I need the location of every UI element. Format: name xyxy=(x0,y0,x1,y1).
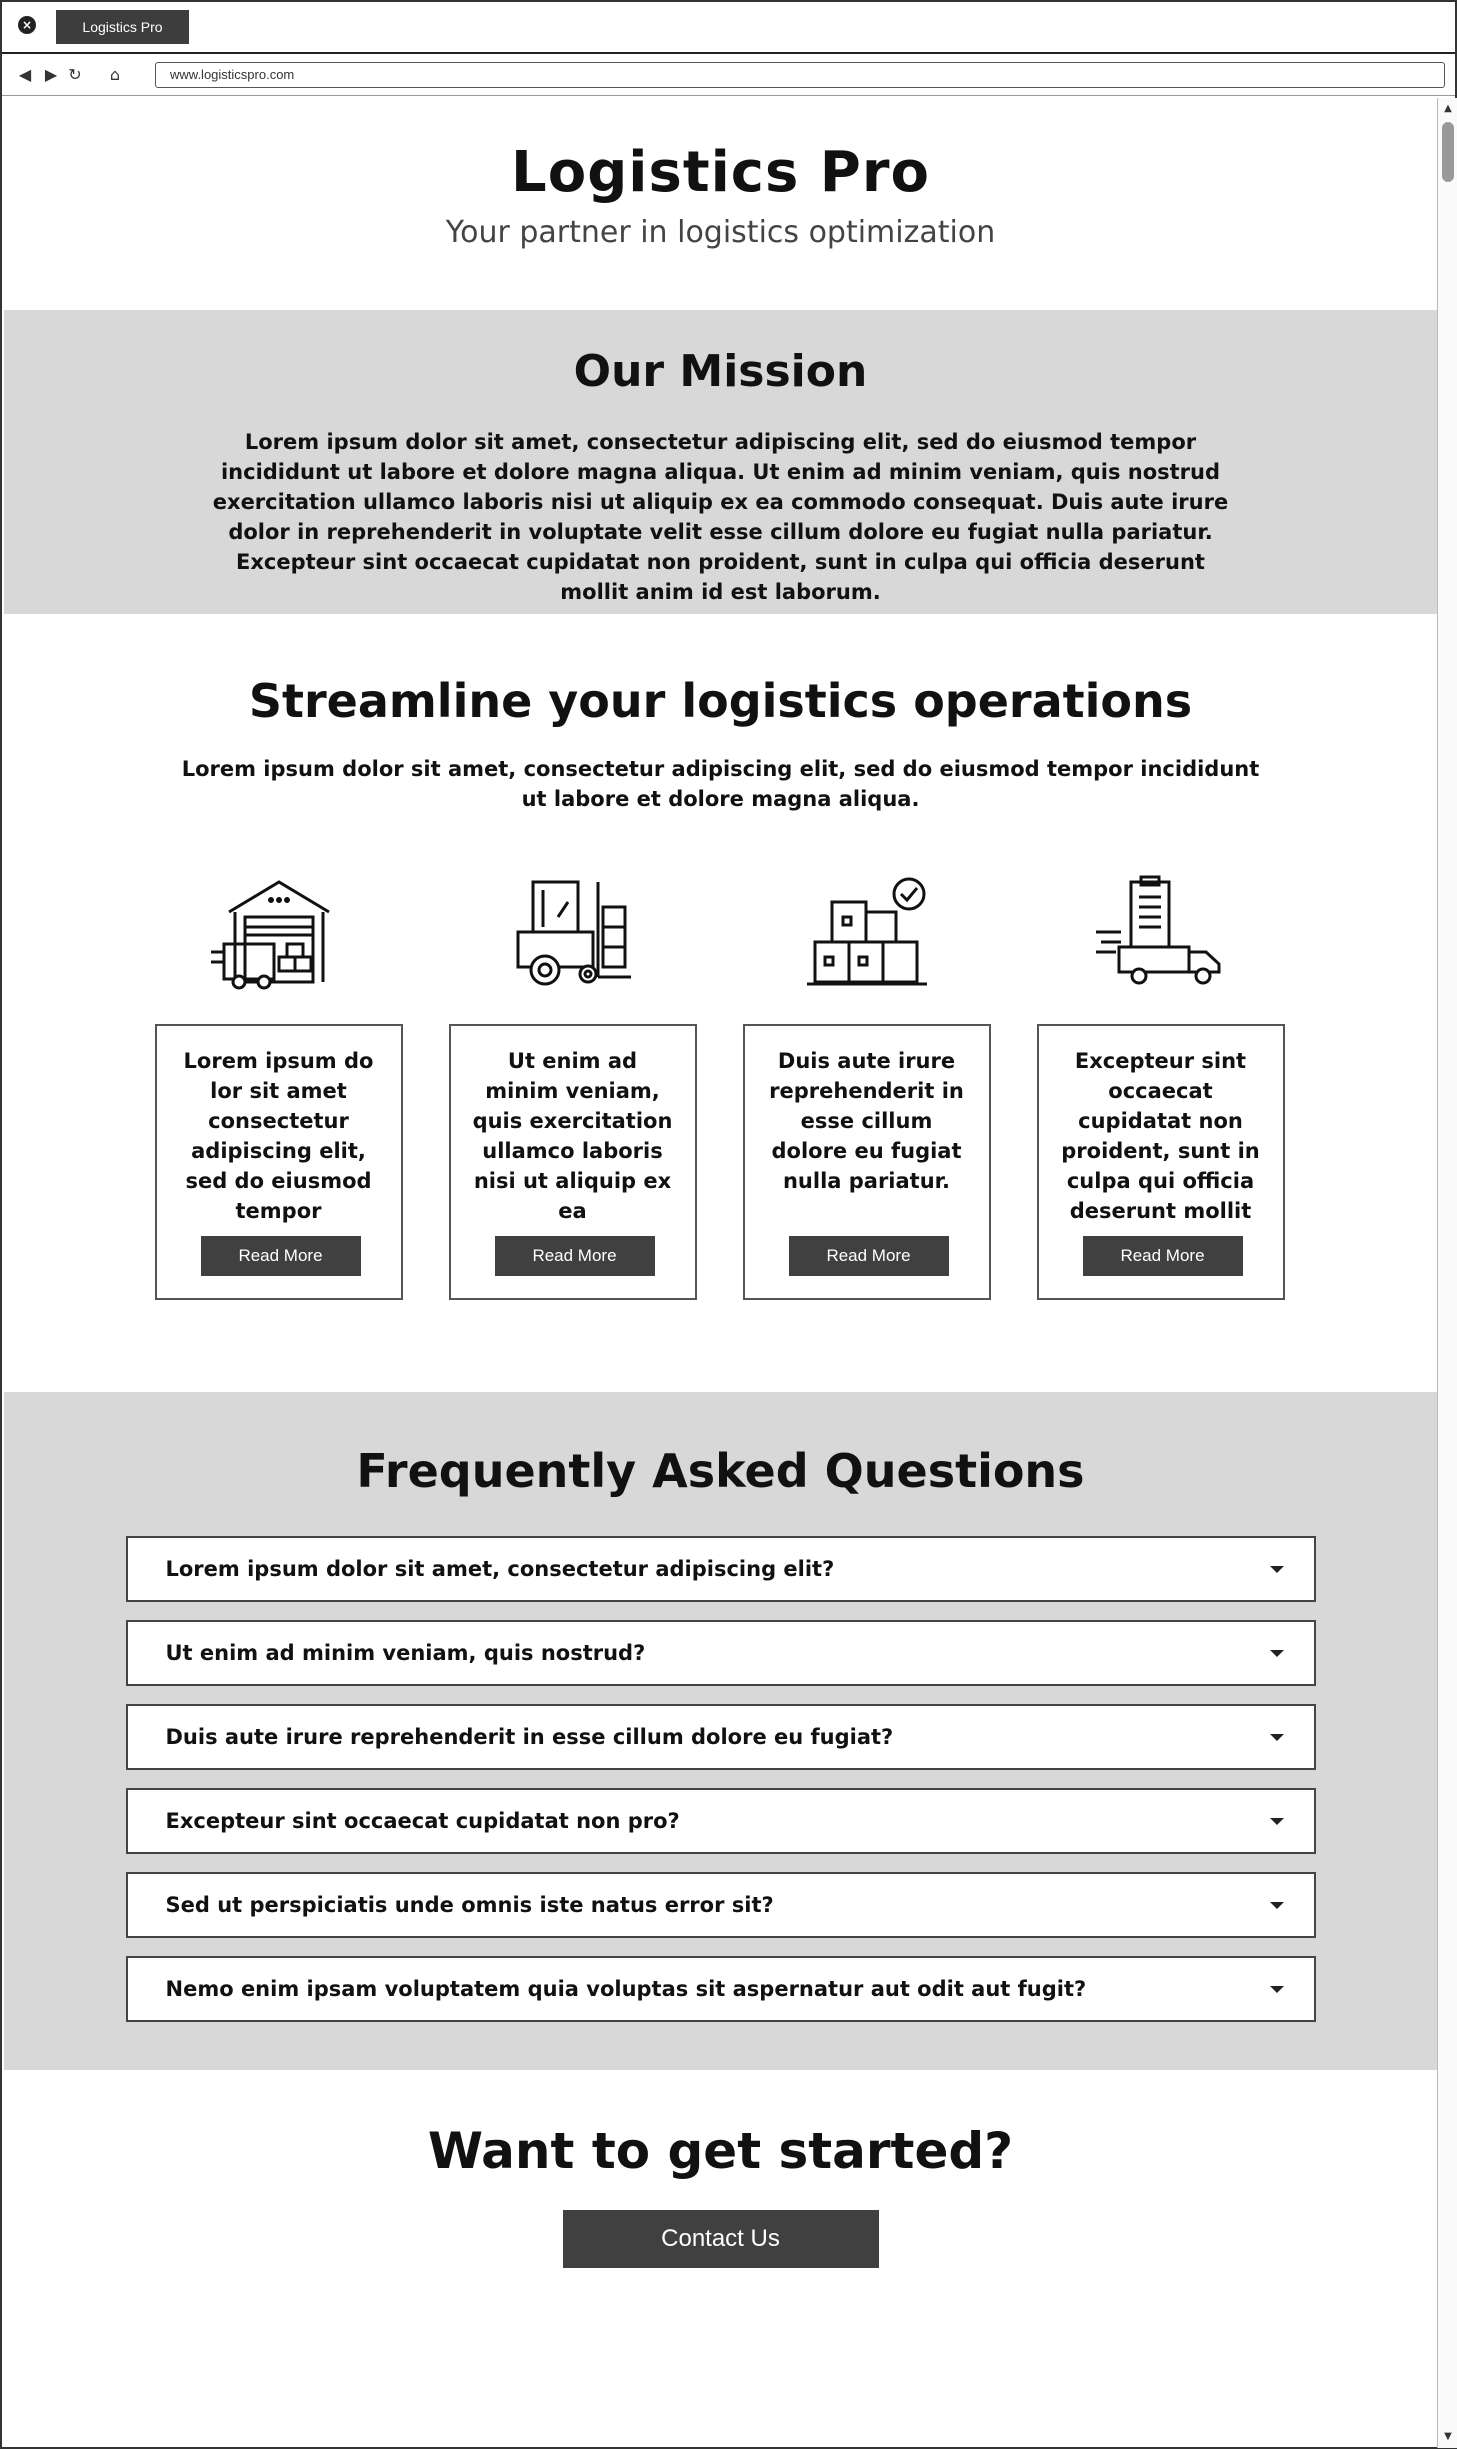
scroll-down-icon[interactable]: ▼ xyxy=(1444,2431,1452,2442)
feature-card xyxy=(155,1024,403,1300)
chevron-down-icon[interactable] xyxy=(1270,1650,1284,1657)
close-icon[interactable]: × xyxy=(18,16,36,34)
chevron-down-icon[interactable] xyxy=(1270,1734,1284,1741)
faq-section xyxy=(4,1392,1437,2070)
browser-toolbar xyxy=(2,56,1455,96)
contact-us-button[interactable]: Contact Us xyxy=(563,2210,879,2268)
faq-item[interactable] xyxy=(126,1536,1316,1602)
feature-item xyxy=(449,872,697,1312)
feature-item xyxy=(155,872,403,1312)
feature-card xyxy=(1037,1024,1285,1300)
faq-question: Excepteur sint occaecat cupidatat non pro? xyxy=(165,1809,680,1833)
browser-tab[interactable]: Logistics Pro xyxy=(56,10,189,44)
cta-section xyxy=(4,2070,1437,2448)
forklift-icon xyxy=(503,872,643,992)
back-arrow-icon[interactable]: ◀ xyxy=(18,65,32,84)
read-more-button[interactable]: Read More xyxy=(495,1236,655,1276)
feature-card xyxy=(743,1024,991,1300)
feature-grid xyxy=(155,872,1287,1312)
mission-section xyxy=(4,310,1437,614)
faq-question: Sed ut perspiciatis unde omnis iste natus error sit? xyxy=(165,1893,774,1917)
home-icon[interactable]: ⌂ xyxy=(109,65,121,84)
mission-title: Our Mission xyxy=(573,346,868,397)
faq-item[interactable] xyxy=(126,1872,1316,1938)
read-more-button[interactable]: Read More xyxy=(1083,1236,1243,1276)
page-subtitle: Your partner in logistics optimization xyxy=(445,215,996,250)
tab-bar xyxy=(2,2,1455,54)
url-bar[interactable]: www.logisticspro.com xyxy=(155,62,1445,88)
mission-text: Lorem ipsum dolor sit amet, consectetur adipiscing elit, sed do eiusmod tempor incididunt ut labore et dolore magna aliqua. Ut enim ad minim veniam, quis nostrud exercitation ullamco laboris nisi ut aliquip ex ea commodo consequat. Duis aute irure dolor in reprehenderit in voluptate velit esse cillum dolore eu fugiat nulla pariatur. Excepteur sint occaecat cupidatat non proident, sunt in culpa qui officia deserunt mollit anim id est laborum. xyxy=(212,430,1229,604)
scroll-up-icon[interactable]: ▲ xyxy=(1444,103,1452,114)
features-title: Streamline your logistics operations xyxy=(248,674,1193,728)
chevron-down-icon[interactable] xyxy=(1270,1902,1284,1909)
reload-icon[interactable]: ↻ xyxy=(68,65,82,84)
features-section xyxy=(4,614,1437,1392)
faq-item[interactable] xyxy=(126,1620,1316,1686)
forward-arrow-icon[interactable]: ▶ xyxy=(44,65,58,84)
faq-question: Lorem ipsum dolor sit amet, consectetur adipiscing elit? xyxy=(165,1557,835,1581)
faq-question: Ut enim ad minim veniam, quis nostrud? xyxy=(165,1641,646,1665)
faq-question: Duis aute irure reprehenderit in esse cillum dolore eu fugiat? xyxy=(165,1725,894,1749)
feature-card xyxy=(449,1024,697,1300)
chevron-down-icon[interactable] xyxy=(1270,1566,1284,1573)
delivery-truck-icon xyxy=(1091,872,1231,992)
read-more-button[interactable]: Read More xyxy=(789,1236,949,1276)
read-more-button[interactable]: Read More xyxy=(201,1236,361,1276)
hero-section xyxy=(4,98,1437,310)
faq-item[interactable] xyxy=(126,1704,1316,1770)
feature-item xyxy=(743,872,991,1312)
page-content xyxy=(4,98,1437,2448)
feature-text: Ut enim ad minim veniam, quis exercitation ullamco laboris nisi ut aliquip ex ea xyxy=(472,1049,673,1223)
feature-text: Lorem ipsum do lor sit amet consectetur adipiscing elit, sed do eiusmod tempor xyxy=(183,1049,374,1223)
faq-title: Frequently Asked Questions xyxy=(356,1444,1085,1498)
feature-item xyxy=(1037,872,1285,1312)
faq-item[interactable] xyxy=(126,1788,1316,1854)
boxes-check-icon xyxy=(797,872,937,992)
faq-item[interactable] xyxy=(126,1956,1316,2022)
cta-title: Want to get started? xyxy=(427,2122,1014,2180)
feature-text: Duis aute irure reprehenderit in esse cillum dolore eu fugiat nulla pariatur. xyxy=(769,1049,964,1193)
faq-list xyxy=(126,1536,1316,2022)
chevron-down-icon[interactable] xyxy=(1270,1986,1284,1993)
chevron-down-icon[interactable] xyxy=(1270,1818,1284,1825)
faq-question: Nemo enim ipsam voluptatem quia voluptas sit aspernatur aut odit aut fugit? xyxy=(165,1977,1087,2001)
feature-text: Excepteur sint occaecat cupidatat non proident, sunt in culpa qui officia deserunt mollit xyxy=(1061,1049,1260,1223)
page-title: Logistics Pro xyxy=(511,140,930,205)
scroll-thumb[interactable] xyxy=(1442,122,1454,182)
features-lead: Lorem ipsum dolor sit amet, consectetur adipiscing elit, sed do eiusmod tempor incididunt ut labore et dolore magna aliqua. xyxy=(181,757,1260,811)
warehouse-icon xyxy=(209,872,349,992)
vertical-scrollbar[interactable] xyxy=(1437,98,1457,2448)
